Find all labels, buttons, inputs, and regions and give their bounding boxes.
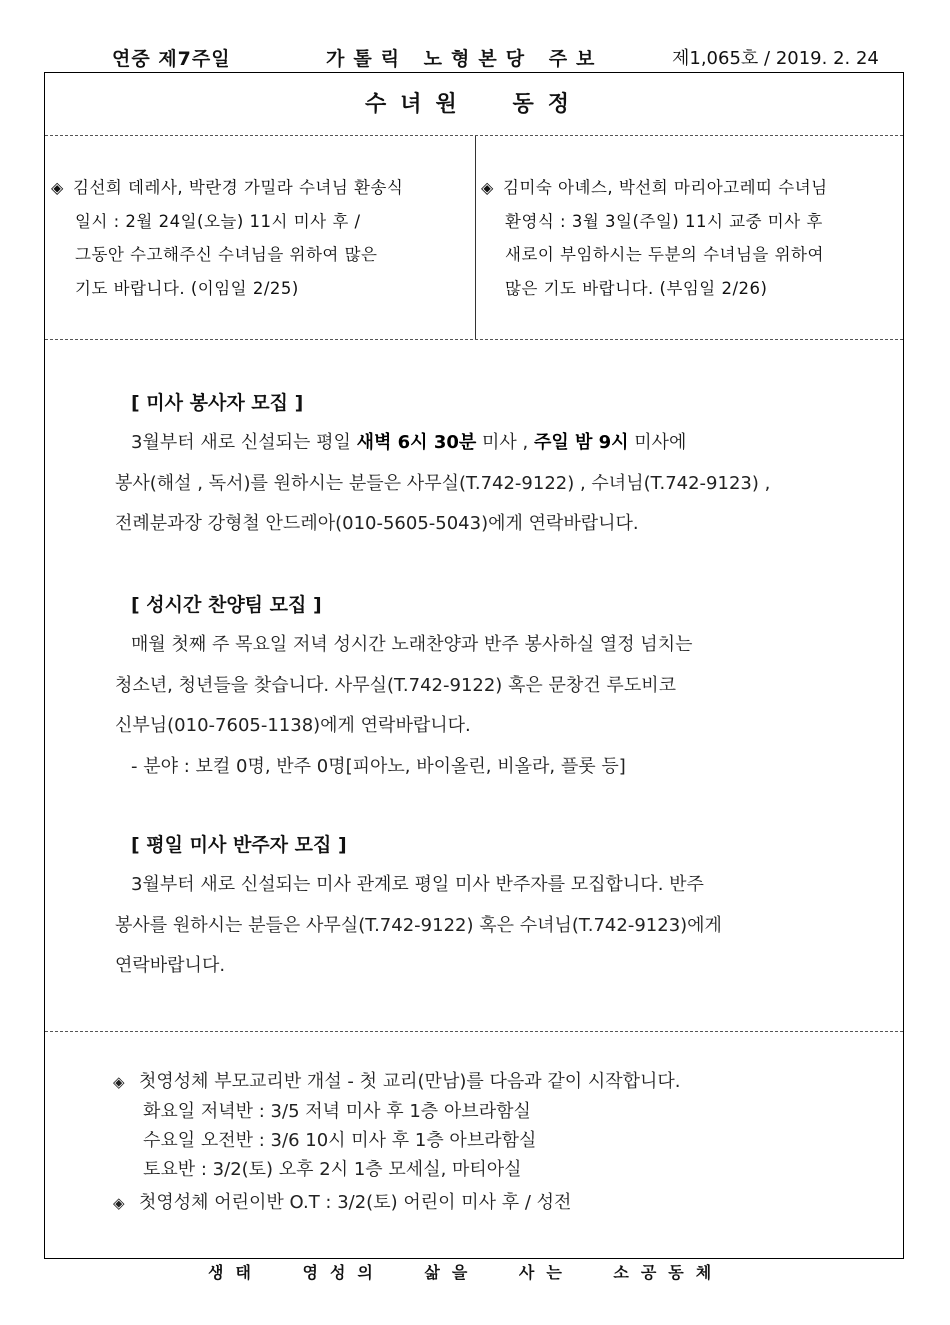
first-communion-notes bbox=[113, 1067, 893, 1218]
mass-server-heading: [ 미사 봉사자 모집 ] bbox=[131, 392, 304, 414]
first-communion-parent-class: 첫영성체 부모교리반 개설 - 첫 교리(만남)를 다음과 같이 시작합니다. bbox=[139, 1071, 681, 1092]
farewell-notice bbox=[51, 171, 471, 305]
schedule-line: 수요일 오전반 : 3/6 10시 미사 후 1층 아브라함실 bbox=[143, 1130, 537, 1151]
diamond-bullet-icon: ◈ bbox=[113, 1073, 125, 1091]
divider-bottom bbox=[45, 1031, 903, 1032]
farewell-title: 김선희 데레사, 박란경 가밀라 수녀님 환송식 bbox=[73, 178, 404, 197]
diamond-bullet-icon: ◈ bbox=[113, 1194, 125, 1212]
farewell-line: 일시 : 2월 24일(오늘) 11시 미사 후 / bbox=[75, 211, 361, 231]
welcome-line: 많은 기도 바랍니다. (부임일 2/26) bbox=[505, 278, 768, 298]
bulletin-frame bbox=[44, 72, 904, 1259]
welcome-notice bbox=[481, 171, 901, 305]
farewell-line: 그동안 수고해주신 수녀님을 위하여 많은 bbox=[75, 245, 378, 264]
bulletin-name: 가톨릭 노형본당 주보 bbox=[326, 48, 604, 70]
text-segment: 3월부터 새로 신설되는 평일 bbox=[131, 432, 357, 453]
welcome-title: 김미숙 아녜스, 박선희 마리아고레띠 수녀님 bbox=[503, 178, 828, 197]
text-segment: 미사 , bbox=[476, 432, 534, 453]
first-communion-children-ot: 첫영성체 어린이반 O.T : 3/2(토) 어린이 미사 후 / 성전 bbox=[139, 1192, 572, 1213]
section-title: 수녀원 동정 bbox=[365, 92, 583, 117]
choir-recruit bbox=[115, 585, 875, 787]
paragraph-line: 청소년, 청년들을 찾습니다. 사무실(T.742-9122) 혹은 문창건 루도비코 bbox=[115, 674, 676, 696]
paragraph-line: 전례분과장 강형철 안드레아(010-5605-5043)에게 연락바랍니다. bbox=[115, 513, 639, 534]
farewell-line: 기도 바랍니다. (이임일 2/25) bbox=[75, 278, 299, 298]
schedule-line: 토요반 : 3/2(토) 오후 2시 1층 모세실, 마티아실 bbox=[143, 1159, 522, 1180]
divider-middle bbox=[45, 339, 903, 340]
divider-top bbox=[45, 135, 903, 136]
paragraph-line: 봉사(해설 , 독서)를 원하시는 분들은 사무실(T.742-9122) , 수녀님(T.742-9123) , bbox=[115, 472, 771, 494]
diamond-bullet-icon: ◈ bbox=[481, 178, 494, 197]
welcome-line: 환영식 : 3월 3일(주일) 11시 교중 미사 후 bbox=[505, 211, 823, 231]
week-label: 연중 제7주일 bbox=[112, 48, 231, 70]
choir-heading: [ 성시간 찬양팀 모집 ] bbox=[131, 594, 322, 616]
text-segment: 미사에 bbox=[628, 432, 687, 453]
paragraph-line: 봉사를 원하시는 분들은 사무실(T.742-9122) 혹은 수녀님(T.742-9123)에게 bbox=[115, 914, 722, 936]
paragraph-line: 매월 첫째 주 목요일 저녁 성시간 노래찬양과 반주 봉사하실 열정 넘치는 bbox=[131, 634, 693, 655]
notice-divider bbox=[475, 136, 476, 339]
paragraph-line: 신부님(010-7605-1138)에게 연락바랍니다. bbox=[115, 715, 471, 736]
accompanist-recruit bbox=[115, 825, 875, 987]
schedule-line: 화요일 저녁반 : 3/5 저녁 미사 후 1층 아브라함실 bbox=[143, 1101, 531, 1122]
paragraph-line: 3월부터 새로 신설되는 미사 관계로 평일 미사 반주자를 모집합니다. 반주 bbox=[131, 874, 704, 895]
paragraph-line: - 분야 : 보컬 0명, 반주 0명[피아노, 바이올린, 비올라, 플롯 등] bbox=[131, 755, 626, 777]
paragraph-line: 연락바랍니다. bbox=[115, 955, 226, 976]
diamond-bullet-icon: ◈ bbox=[51, 178, 64, 197]
sunday-night-mass-time: 주일 밤 9시 bbox=[533, 432, 629, 453]
mass-server-recruit bbox=[115, 383, 875, 545]
accompanist-heading: [ 평일 미사 반주자 모집 ] bbox=[131, 834, 347, 856]
dawn-mass-time: 새벽 6시 30분 bbox=[356, 432, 477, 453]
footer-motto: 생태 영성의 삶을 사는 소공동체 bbox=[208, 1263, 724, 1282]
issue-number: 제1,065호 / 2019. 2. 24 bbox=[672, 48, 879, 69]
welcome-line: 새로이 부임하시는 두분의 수녀님을 위하여 bbox=[505, 245, 824, 264]
